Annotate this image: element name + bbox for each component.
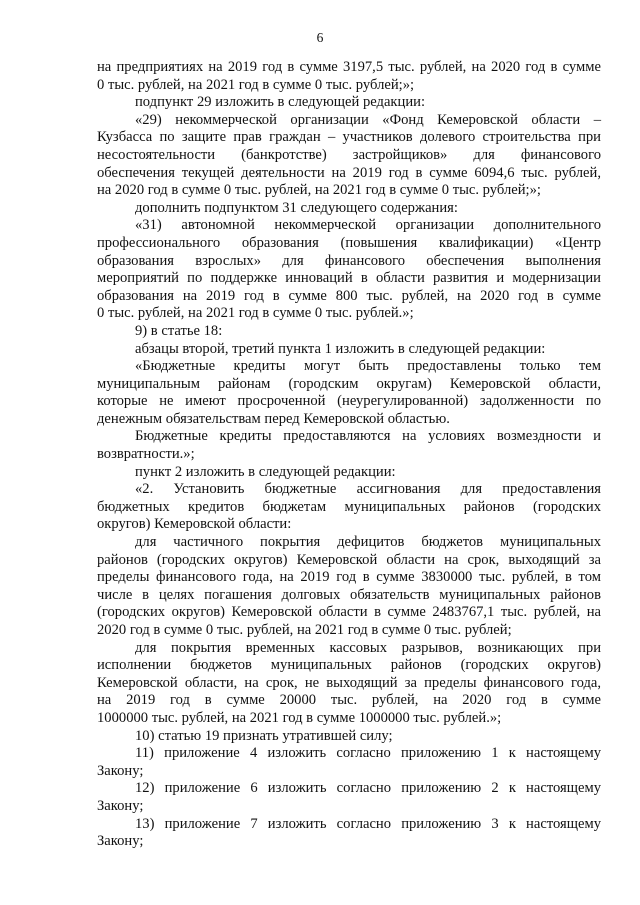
- paragraph: [97, 534, 601, 640]
- text-line: 10) статью 19 признать утратившей силу;: [135, 727, 393, 744]
- paragraph: [97, 728, 601, 746]
- text-line: 0 тыс. рублей, на 2021 год в сумме 0 тыс. рублей.»;: [97, 305, 414, 322]
- text-line: 2020 год в сумме 0 тыс. рублей, на 2021 год в сумме 0 тыс. рублей;: [97, 622, 512, 638]
- paragraph: [97, 745, 601, 780]
- paragraph: [97, 59, 601, 94]
- paragraph: [97, 341, 601, 359]
- text-line: 9) в статье 18:: [135, 322, 223, 339]
- paragraph: [97, 816, 601, 851]
- text-line: мероприятий по поддержке инноваций в области развития и модернизации: [97, 270, 601, 287]
- text-line: «2. Установить бюджетные ассигнования для предоставления: [135, 481, 601, 498]
- text-line: Закону;: [97, 762, 144, 779]
- text-line: на предприятиях на 2019 год в сумме 3197,5 тыс. рублей, на 2020 год в сумме: [97, 59, 601, 75]
- text-line: несостоятельности (банкротстве) застройщиков» для финансового: [97, 146, 601, 163]
- paragraph: [97, 323, 601, 341]
- paragraph: [97, 200, 601, 218]
- text-line: Закону;: [97, 833, 144, 850]
- text-line: 0 тыс. рублей, на 2021 год в сумме 0 тыс. рублей;»;: [97, 76, 415, 93]
- text-line: возвратности.»;: [97, 446, 195, 463]
- paragraph: [97, 358, 601, 428]
- text-line: «29) некоммерческой организации «Фонд Кемеровской области –: [135, 111, 601, 128]
- text-line: (городских округов) Кемеровской области в сумме 2483767,1 тыс. рублей, на: [97, 604, 601, 621]
- text-line: пункт 2 изложить в следующей редакции:: [135, 463, 396, 480]
- text-line: для частичного покрытия дефицитов бюджетов муниципальных: [135, 534, 601, 551]
- text-line: для покрытия временных кассовых разрывов, возникающих при: [135, 639, 601, 656]
- page-number: 6: [316, 30, 324, 45]
- text-line: числе в целях погашения долговых обязательств муниципальных районов: [97, 586, 601, 603]
- text-line: Кузбасса по защите прав граждан – участников долевого строительства при: [97, 129, 601, 146]
- text-line: Закону;: [97, 797, 144, 814]
- text-line: подпункт 29 изложить в следующей редакции:: [135, 94, 426, 111]
- text-line: абзацы второй, третий пункта 1 изложить в следующей редакции:: [135, 340, 546, 357]
- text-line: обеспечения текущей деятельности на 2019 год в сумме 6094,6 тыс. рублей,: [97, 164, 601, 181]
- text-line: «31) автономной некоммерческой организации дополнительного: [135, 217, 601, 234]
- paragraph: [97, 428, 601, 463]
- text-line: денежным обязательствам перед Кемеровской областью.: [97, 410, 450, 427]
- text-line: 11) приложение 4 изложить согласно приложению 1 к настоящему: [135, 745, 601, 762]
- paragraph: [97, 94, 601, 112]
- paragraph: [97, 464, 601, 482]
- text-line: которые не имеют просроченной (неурегулированной) задолженности по: [97, 393, 601, 410]
- text-line: районов (городских округов) Кемеровской области на срок, выходящий за: [97, 551, 601, 568]
- text-line: пределы финансового года, на 2019 год в сумме 3830000 тыс. рублей, в том: [97, 569, 601, 586]
- text-line: «Бюджетные кредиты могут быть предоставлены только тем: [135, 358, 601, 375]
- document-body: [97, 59, 601, 851]
- text-line: 12) приложение 6 изложить согласно приложению 2 к настоящему: [135, 780, 601, 797]
- text-line: образования взрослых» для финансового обеспечения выполнения: [97, 252, 601, 269]
- text-line: округов) Кемеровской области:: [97, 516, 292, 533]
- text-line: исполнении бюджетов муниципальных районов (городских округов): [97, 657, 601, 674]
- text-line: 1000000 тыс. рублей, на 2021 год в сумме 1000000 тыс. рублей.»;: [97, 709, 502, 726]
- text-line: образования на 2019 год в сумме 800 тыс. рублей, на 2020 год в сумме: [97, 287, 601, 304]
- paragraph: [97, 481, 601, 534]
- paragraph: [97, 217, 601, 323]
- text-line: дополнить подпунктом 31 следующего содержания:: [135, 199, 458, 216]
- text-line: профессионального образования (повышения квалификации) «Центр: [97, 234, 601, 251]
- paragraph: [97, 112, 601, 200]
- text-line: муниципальным районам (городским округам) Кемеровской области,: [97, 375, 601, 392]
- paragraph: [97, 780, 601, 815]
- text-line: Кемеровской области, на срок, не выходящий за пределы финансового года,: [97, 674, 601, 691]
- text-line: на 2020 год в сумме 0 тыс. рублей, на 2021 год в сумме 0 тыс. рублей;»;: [97, 182, 541, 199]
- text-line: 13) приложение 7 изложить согласно приложению 3 к настоящему: [135, 815, 601, 832]
- text-line: бюджетных кредитов бюджетам муниципальных районов (городских: [97, 498, 601, 515]
- text-line: на 2019 год в сумме 20000 тыс. рублей, на 2020 год в сумме: [97, 692, 601, 709]
- text-line: Бюджетные кредиты предоставляются на условиях возмездности и: [135, 428, 601, 445]
- paragraph: [97, 640, 601, 728]
